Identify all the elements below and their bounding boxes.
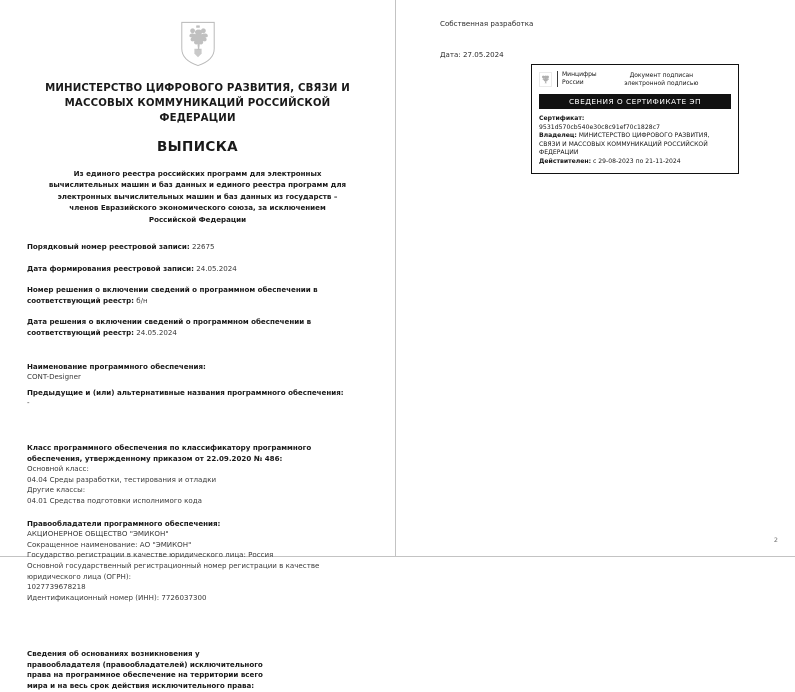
field-alt-names-label: Предыдущие и (или) альтернативные названия программного обеспечения: xyxy=(27,387,344,397)
page-right xyxy=(396,0,795,557)
field-record-date-value: 24.05.2024 xyxy=(196,263,237,273)
spacer xyxy=(27,350,368,362)
field-decision-number-label: Номер решения о включении сведений о программном обеспечении в соответствующий реестр: xyxy=(27,285,318,305)
spacer xyxy=(27,409,368,426)
field-decision-number xyxy=(27,285,368,306)
spacer xyxy=(27,637,368,649)
spacer xyxy=(27,507,368,519)
page-number: 2 xyxy=(773,536,778,544)
owner-value-text: МИНИСТЕРСТВО ЦИФРОВОГО РАЗВИТИЯ, СВЯЗИ И МАССОВЫХ КОММУНИКАЦИЙ РОССИЙСКОЙ ФЕДЕРАЦИИ xyxy=(539,132,710,157)
holder-short-name: Сокращенное наименование: АО "ЭМИКОН" xyxy=(27,539,192,549)
field-alt-names xyxy=(27,388,368,409)
field-record-number-value: 22675 xyxy=(191,242,215,252)
field-alt-names-value: - xyxy=(27,398,30,408)
owner-label-text: Владелец: xyxy=(539,132,577,140)
field-software-name xyxy=(27,362,368,383)
field-decision-date-label: Дата решения о включении сведений о программном обеспечении в соответствующий реестр: xyxy=(27,317,312,337)
russian-coat-of-arms-icon xyxy=(180,21,216,67)
ministry-title: МИНИСТЕРСТВО ЦИФРОВОГО РАЗВИТИЯ, СВЯЗИ И МАССОВЫХ КОММУНИКАЦИЙ РОССИЙСКОЙ ФЕДЕРАЦИИ xyxy=(45,83,350,124)
field-decision-date-value: 24.05.2024 xyxy=(136,328,177,337)
field-grounds-label: Сведения об основаниях возникновения у правообладателя (правообладателей) исключительного права на программное обеспечение на территории всего мира и на весь срок действия исключительного права: xyxy=(27,649,263,691)
field-decision-date xyxy=(27,317,368,338)
stamp-owner-row xyxy=(539,132,731,158)
validity-label-text: Действителен: xyxy=(539,157,592,165)
holder-inn: Идентификационный номер (ИНН): 7726037300 xyxy=(27,592,207,602)
field-class-main-value: 04.04 Среды разработки, тестирования и отладки xyxy=(27,474,217,484)
spacer xyxy=(27,603,368,620)
mincifry-emblem-icon xyxy=(539,72,552,87)
electronic-signature-stamp xyxy=(531,64,739,174)
holder-full-name: АКЦИОНЕРНОЕ ОБЩЕСТВО "ЭМИКОН" xyxy=(27,529,169,539)
field-class-other-label: Другие классы: xyxy=(27,485,86,495)
field-class-main-label: Основной класс: xyxy=(27,464,89,474)
field-grounds xyxy=(27,649,368,691)
stamp-signed-notice: Документ подписан электронной подписью xyxy=(624,72,699,88)
field-decision-number-value: б/н xyxy=(136,295,148,305)
field-software-name-label: Наименование программного обеспечения: xyxy=(27,361,206,371)
document-kind-heading: ВЫПИСКА xyxy=(156,139,239,155)
stamp-header xyxy=(539,71,731,88)
own-development-note: Собственная разработка xyxy=(440,19,534,28)
field-rights-holders-label: Правообладатели программного обеспечения: xyxy=(27,518,221,528)
stamp-certificate-title: СВЕДЕНИЯ О СЕРТИФИКАТЕ ЭП xyxy=(539,94,731,109)
field-class-other-value: 04.01 Средства подготовки исполнимого кода xyxy=(27,495,203,505)
field-software-class-label: Класс программного обеспечения по классификатору программного обеспечения, утвержденному приказом от 22.09.2020 № 486: xyxy=(27,442,312,463)
field-record-number xyxy=(27,242,368,253)
stamp-validity-row xyxy=(539,158,731,167)
validity-value-text: с 29-08-2023 по 21-11-2024 xyxy=(592,157,681,165)
stamp-certificate-value: 9531d570cb540e30c8c91ef70c1828c7 xyxy=(539,123,661,131)
field-rights-holders xyxy=(27,519,368,604)
certificate-label-text: Сертификат: xyxy=(539,114,585,122)
holder-ogrn-value: 1027739678218 xyxy=(27,582,86,592)
field-software-name-value: CONT-Designer xyxy=(27,372,81,382)
spacer xyxy=(27,620,368,637)
holder-country: Государство регистрации в качестве юридического лица: Россия xyxy=(27,550,274,560)
field-record-date xyxy=(27,264,368,275)
emblem-container xyxy=(0,0,395,67)
document-date: Дата: 27.05.2024 xyxy=(440,50,504,59)
field-record-number-label: Порядковый номер реестровой записи: xyxy=(27,242,190,252)
field-record-date-label: Дата формирования реестровой записи: xyxy=(27,263,194,273)
stamp-organization: Минцифры России xyxy=(557,71,597,87)
stamp-certificate-label xyxy=(539,115,731,124)
holder-ogrn-label: Основной государственный регистрационный номер регистрации в качестве юридического лица (ОГРН): xyxy=(27,560,320,581)
page-left xyxy=(0,0,396,691)
document-body xyxy=(27,242,368,692)
document-subtitle: Из единого реестра российских программ для электронных вычислительных машин и баз данных и единого реестра программ для электронных вычислительных машин и баз данных из государств – членов Евразийского экономического союза, за исключением Российской Федерации xyxy=(48,169,347,224)
stamp-certificate-details xyxy=(539,115,731,167)
field-software-class xyxy=(27,443,368,507)
spacer xyxy=(27,426,368,443)
